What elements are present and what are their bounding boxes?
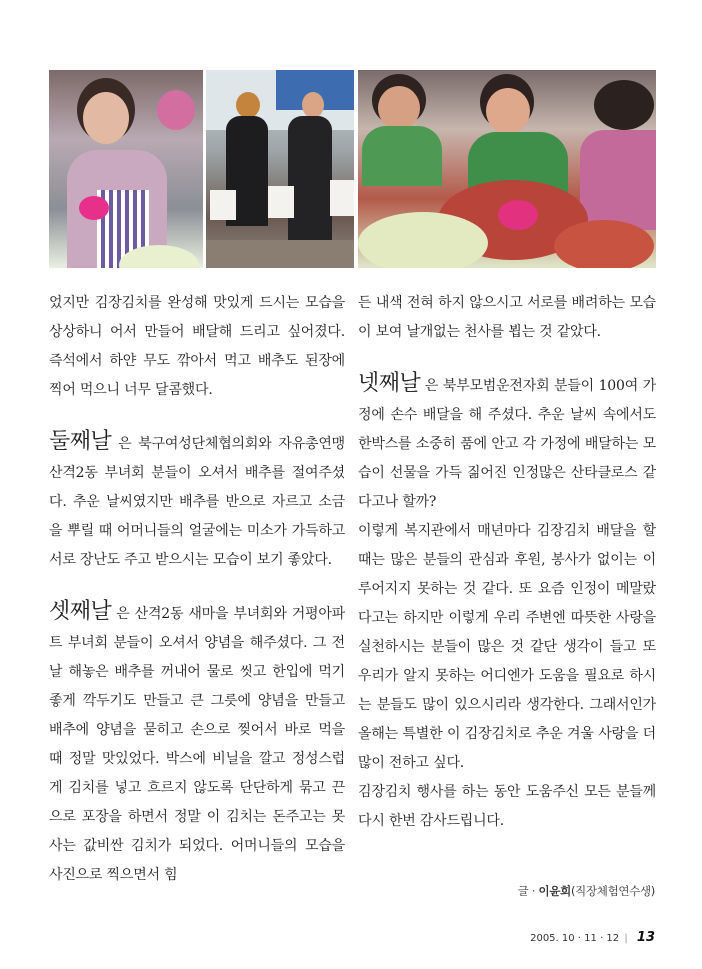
- photo-women-making-kimchi: [358, 70, 656, 268]
- issue-date: 2005. 10 · 11 · 12: [530, 933, 620, 944]
- paragraph-thanks: 김장김치 행사를 하는 동안 도움주신 모든 분들께 다시 한번 감사드립니다.: [358, 784, 656, 829]
- paragraph-day3: [49, 597, 345, 890]
- footer-separator: |: [624, 933, 628, 944]
- day4-text: 은 북부모범운전자회 분들이 100여 가정에 손수 배달을 해 주셨다. 추운 날씨 속에서도 한박스를 소중히 품에 안고 각 가정에 배달하는 모습이 선물을 가득 짊어진 인정많은 산타클로스 같다고나 할까?: [358, 378, 656, 510]
- author-role: (직장체험연수생): [570, 884, 655, 898]
- author-name: 이윤희: [538, 884, 571, 898]
- day4-title: 넷째날: [358, 371, 421, 396]
- day2-title: 둘째날: [49, 429, 112, 454]
- byline: [518, 883, 655, 899]
- paragraph-reflection: 이렇게 복지관에서 매년마다 김장김치 배달을 할때는 많은 분들의 관심과 후원, 봉사가 없이는 이루어지지 못하는 것 같다. 또 요즘 인정이 메말랐다고는 하지만 이렇게 우리 주변엔 따뜻한 사랑을 실천하시는 분들이 많은 것 같단 생각이 들고 또 우리가 알지 못하는 어디엔가 도움을 필요로 하시는 분들도 많이 있으시리라 생각한다. 그래서인가 올해는 특별한 이 김장김치로 추운 겨울 사랑을 더 많이 전하고 싶다.: [358, 523, 656, 771]
- page-number: 13: [636, 930, 655, 945]
- paragraph-day2: [49, 427, 345, 575]
- photo-two-men-with-boxes: [206, 70, 354, 268]
- paragraph-day4: [358, 369, 656, 517]
- day2-text: 은 북구여성단체협의회와 자유총연맹 산격2동 부녀회 분들이 오셔서 배추를 절여주셨다. 추운 날씨였지만 배추를 반으로 자르고 소금을 뿌릴 때 어머니들의 얼굴에는 미소가 가득하고 서로 장난도 주고 받으시는 모습이 보기 좋았다.: [49, 436, 345, 568]
- photo-kimchi-volunteer-smiling: [49, 70, 203, 268]
- day3-title: 셋째날: [49, 599, 112, 624]
- left-column: [49, 289, 345, 890]
- byline-prefix: 글 ·: [517, 884, 539, 898]
- paragraph-continued: 었지만 김장김치를 완성해 맛있게 드시는 모습을 상상하니 어서 만들어 배달해 드리고 싶어졌다. 즉석에서 하얀 무도 깎아서 먹고 배추도 된장에 찍어 먹으니 너무 달콤했다.: [49, 295, 345, 398]
- page-footer: [530, 930, 655, 945]
- paragraph-continued-right: 든 내색 전혀 하지 않으시고 서로를 배려하는 모습이 보여 날개없는 천사를 뵙는 것 같았다.: [358, 295, 656, 340]
- day3-text: 은 산격2동 새마을 부녀회와 거평아파트 부녀회 분들이 오셔서 양념을 해주셨다. 그 전날 해놓은 배추를 꺼내어 물로 씻고 한입에 먹기 좋게 깍두기도 만들고 큰 그릇에 양념을 만들고 배추에 양념을 묻히고 손으로 찢어서 바로 먹을 때 정말 맛있었다. 박스에 비닐을 깔고 정성스럽게 김치를 넣고 흐르지 않도록 단단하게 묶고 끈으로 포장을 하면서 정말 이 김치는 돈주고는 못 사는 값비싼 김치가 되었다. 어머니들의 모습을 사진으로 찍으면서 힘: [49, 606, 345, 883]
- right-column: [358, 289, 656, 836]
